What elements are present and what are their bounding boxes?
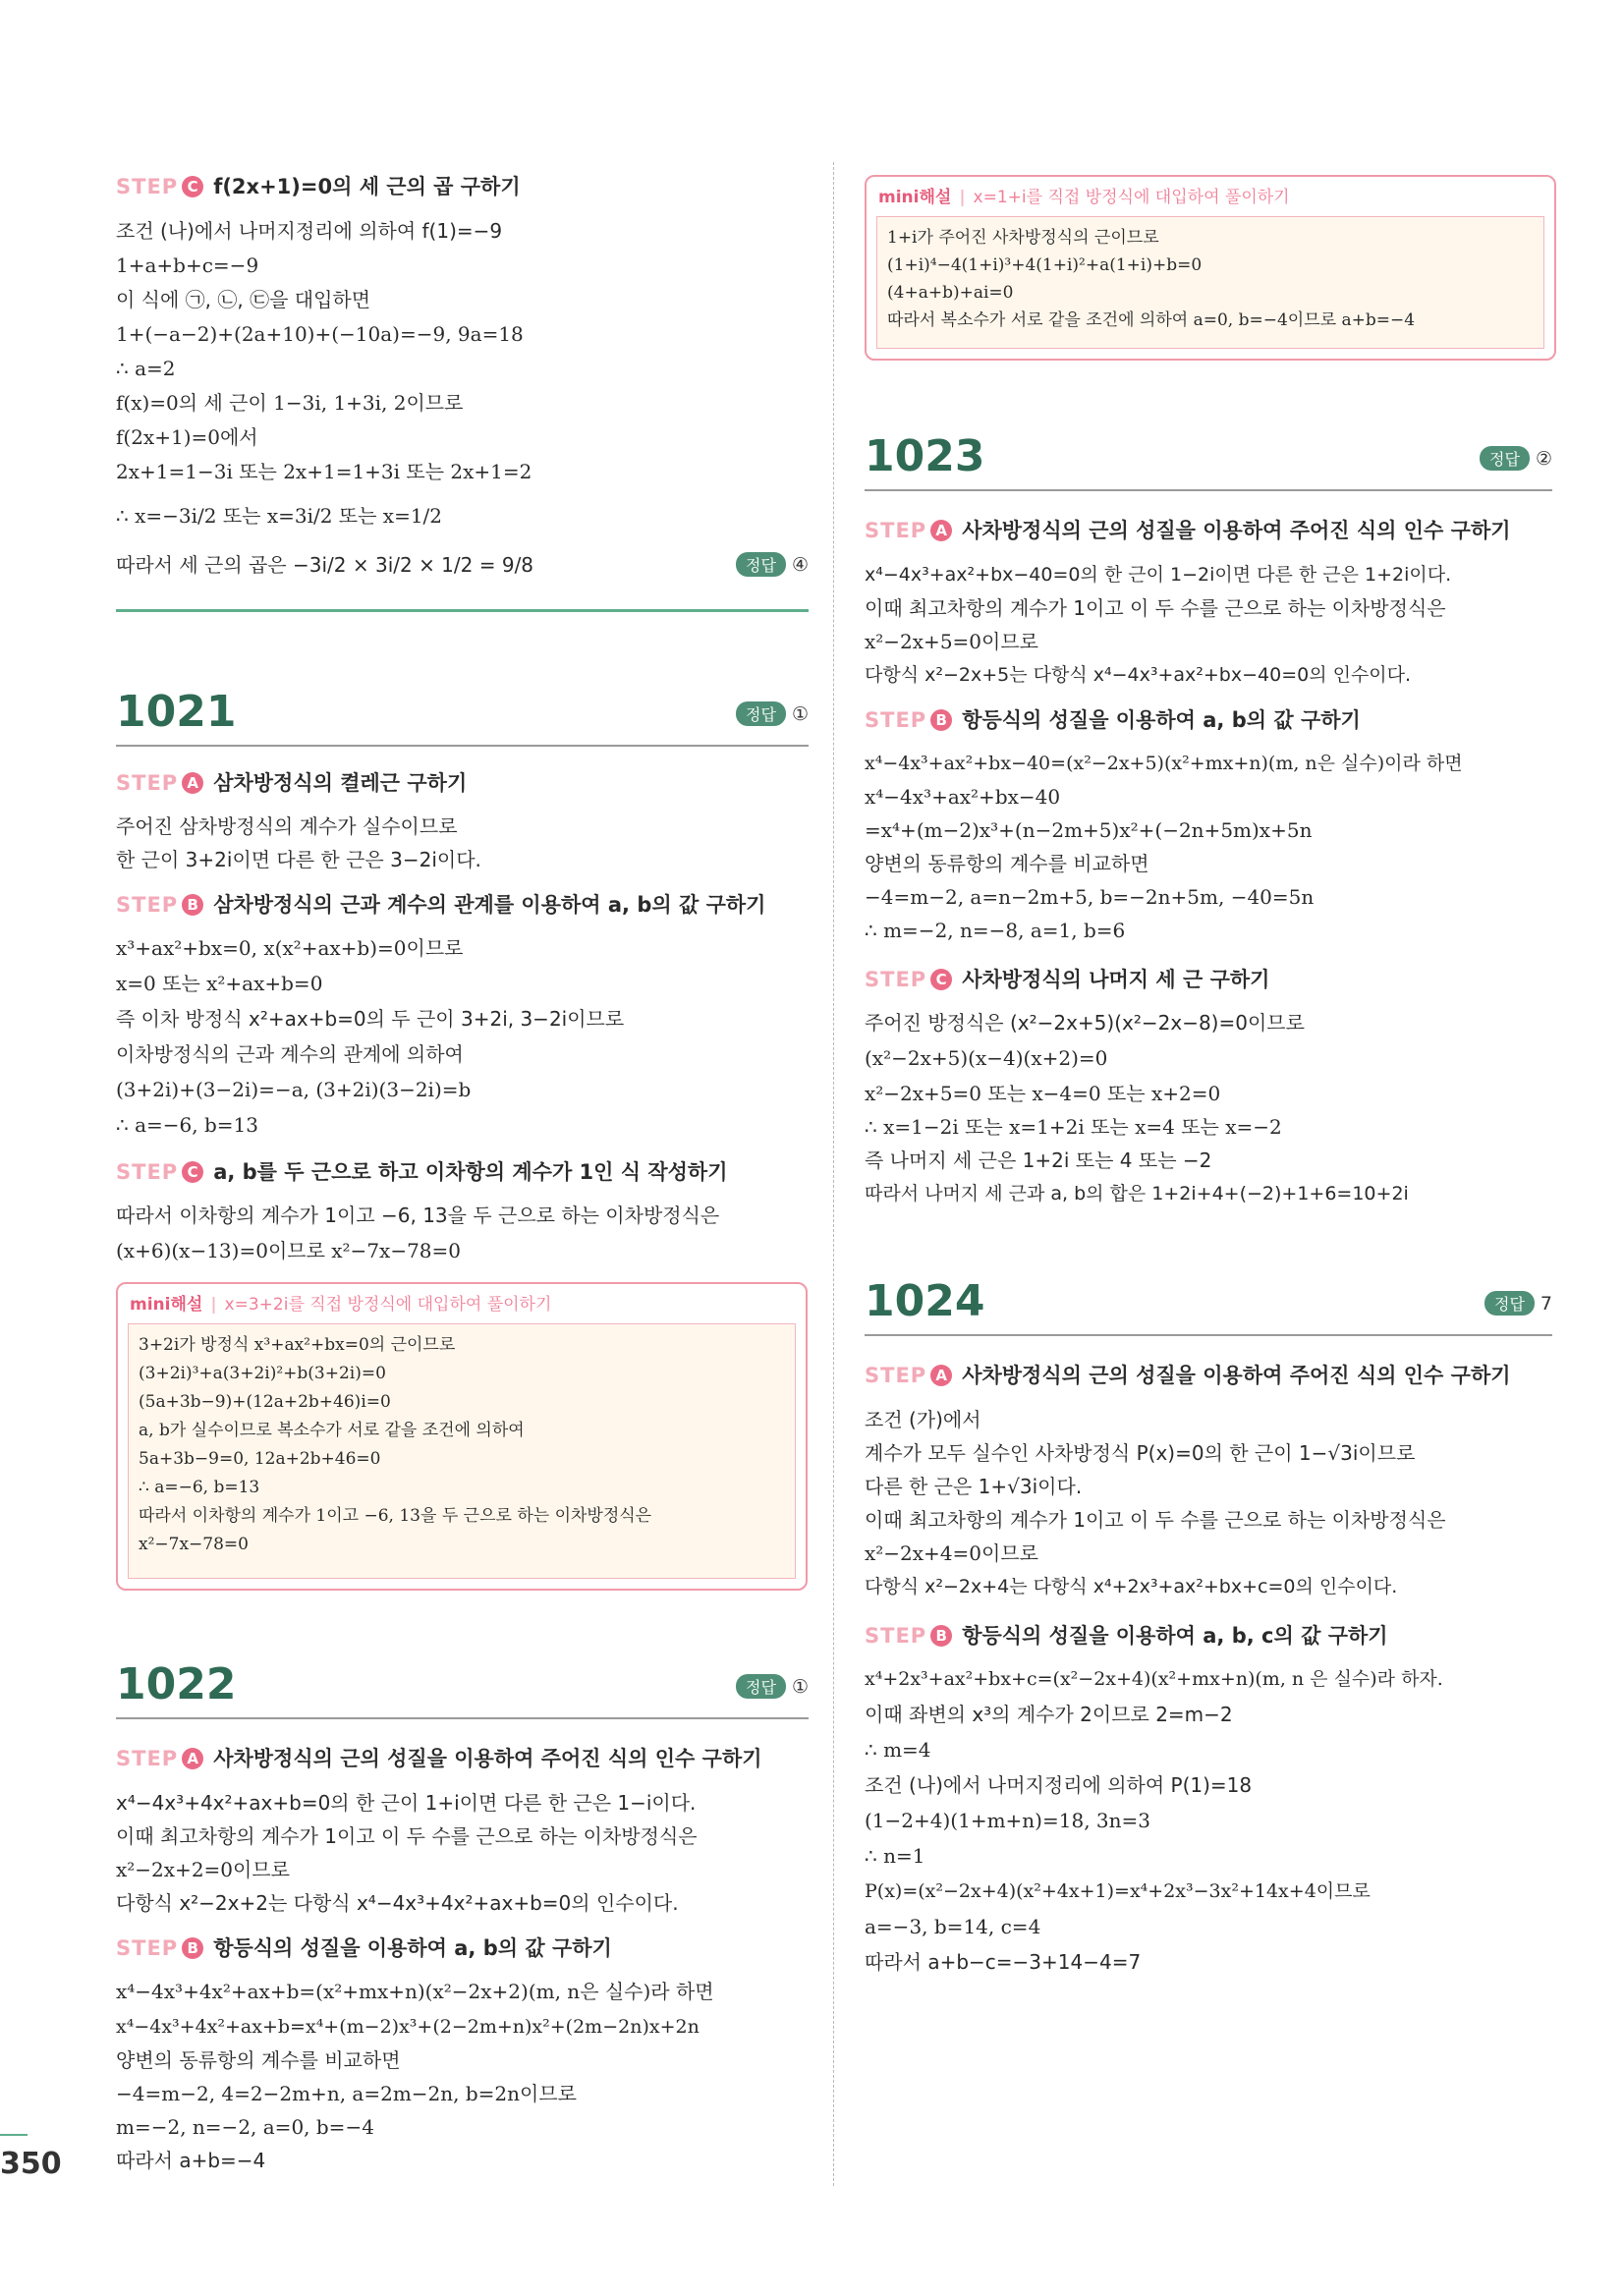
text-line: −4=m−2, 4=2−2m+n, a=2m−2n, b=2n이므로 <box>116 2082 577 2105</box>
step-title: f(2x+1)=0의 세 근의 곱 구하기 <box>213 175 521 198</box>
step-tag: STEP <box>865 968 927 991</box>
step-tag: STEP <box>116 1160 179 1184</box>
step-title: 항등식의 성질을 이용하여 a, b의 값 구하기 <box>213 1936 612 1960</box>
column-divider <box>833 162 834 2186</box>
step-b-heading <box>116 1933 612 1963</box>
mini-solution-box <box>865 175 1556 361</box>
step-tag: STEP <box>116 893 179 917</box>
mini-line: 3+2i가 방정식 x³+ax²+bx=0의 근이므로 <box>139 1335 456 1355</box>
step-letter-badge: A <box>182 1748 203 1769</box>
text-line: x⁴+2x³+ax²+bx+c=(x²−2x+4)(x²+mx+n)(m, n 은 실수)라 하자. <box>865 1668 1443 1690</box>
answer-badge <box>1480 446 1552 471</box>
text-line: 계수가 모두 실수인 사차방정식 P(x)=0의 한 근이 1−√3i이므로 <box>865 1441 1416 1465</box>
problem-rule <box>865 489 1552 491</box>
mini-title: x=3+2i를 직접 방정식에 대입하여 풀이하기 <box>224 1295 552 1315</box>
answer-value: ② <box>1535 448 1552 470</box>
text-line: ∴ x=−3i/2 또는 x=3i/2 또는 x=1/2 <box>116 504 443 528</box>
text-line: 즉 이차 방정식 x²+ax+b=0의 두 근이 3+2i, 3−2i이므로 <box>116 1007 625 1031</box>
step-letter-badge: A <box>930 1365 952 1386</box>
problem-rule <box>865 1334 1552 1336</box>
mini-line: x²−7x−78=0 <box>139 1535 249 1554</box>
step-letter-badge: B <box>182 894 203 916</box>
answer-badge <box>736 1674 809 1699</box>
step-b-heading <box>865 1621 1388 1651</box>
text-line: −4=m−2, a=n−2m+5, b=−2n+5m, −40=5n <box>865 885 1315 909</box>
mini-line: 따라서 복소수가 서로 같을 조건에 의하여 a=0, b=−4이므로 a+b=−4 <box>887 310 1416 330</box>
mini-line: 따라서 이차항의 계수가 1이고 −6, 13을 두 근으로 하는 이차방정식은 <box>139 1506 652 1526</box>
answer-value: 7 <box>1540 1293 1552 1315</box>
step-letter-badge: A <box>182 772 203 794</box>
text-line: x⁴−4x³+4x²+ax+b=0의 한 근이 1+i이면 다른 한 근은 1−i이다. <box>116 1791 697 1815</box>
text-line: ∴ x=1−2i 또는 x=1+2i 또는 x=4 또는 x=−2 <box>865 1115 1282 1139</box>
step-a-heading <box>116 1744 762 1773</box>
step-tag: STEP <box>116 1936 179 1960</box>
text-line: 주어진 방정식은 (x²−2x+5)(x²−2x−8)=0이므로 <box>865 1011 1305 1035</box>
text-line: 이때 좌변의 x³의 계수가 2이므로 2=m−2 <box>865 1703 1233 1726</box>
text-line: x⁴−4x³+ax²+bx−40=(x²−2x+5)(x²+mx+n)(m, n은 실수)이라 하면 <box>865 753 1463 774</box>
problem-number: 1023 <box>865 431 985 481</box>
answer-value: ① <box>791 1676 809 1698</box>
mini-solution-body <box>876 216 1544 349</box>
problem-rule <box>116 1717 809 1719</box>
step-title: 사차방정식의 나머지 세 근 구하기 <box>962 968 1270 991</box>
text-line: x²−2x+4=0이므로 <box>865 1541 1038 1565</box>
text-line: x=0 또는 x²+ax+b=0 <box>116 972 323 995</box>
mini-line: a, b가 실수이므로 복소수가 서로 같을 조건에 의하여 <box>139 1421 525 1440</box>
step-tag: STEP <box>116 771 179 795</box>
step-letter-badge: A <box>930 520 952 541</box>
text-line: 따라서 이차항의 계수가 1이고 −6, 13을 두 근으로 하는 이차방정식은 <box>116 1204 720 1227</box>
text-line: =x⁴+(m−2)x³+(n−2m+5)x²+(−2n+5m)x+5n <box>865 818 1313 842</box>
mini-solution-header: mini해설 | x=3+2i를 직접 방정식에 대입하여 풀이하기 <box>130 1295 552 1315</box>
mini-label: mini해설 <box>130 1295 203 1315</box>
mini-line: (4+a+b)+ai=0 <box>887 283 1014 303</box>
text-line: 2x+1=1−3i 또는 2x+1=1+3i 또는 2x+1=2 <box>116 460 532 483</box>
text-line: 다항식 x²−2x+2는 다항식 x⁴−4x³+4x²+ax+b=0의 인수이다. <box>116 1891 679 1915</box>
answer-badge <box>736 701 809 726</box>
step-tag: STEP <box>116 175 179 198</box>
step-title: 항등식의 성질을 이용하여 a, b, c의 값 구하기 <box>962 1624 1388 1648</box>
step-c-heading <box>116 172 521 201</box>
page-number-rule <box>0 2134 28 2136</box>
text-line: x⁴−4x³+ax²+bx−40 <box>865 785 1061 809</box>
text-line: 양변의 동류항의 계수를 비교하면 <box>865 852 1149 875</box>
problem-number: 1021 <box>116 687 237 737</box>
step-title: a, b를 두 근으로 하고 이차항의 계수가 1인 식 작성하기 <box>213 1160 728 1184</box>
step-title: 삼차방정식의 근과 계수의 관계를 이용하여 a, b의 값 구하기 <box>213 893 766 917</box>
answer-value: ① <box>791 703 809 725</box>
step-tag: STEP <box>116 1747 179 1770</box>
answer-label: 정답 <box>736 1674 786 1699</box>
answer-label: 정답 <box>736 552 786 577</box>
mini-line: 5a+3b−9=0, 12a+2b+46=0 <box>139 1449 381 1469</box>
step-tag: STEP <box>865 1364 927 1387</box>
text-line: 따라서 a+b−c=−3+14−4=7 <box>865 1950 1142 1974</box>
text-line: x²−2x+5=0 또는 x−4=0 또는 x+2=0 <box>865 1082 1221 1105</box>
text-line: x⁴−4x³+ax²+bx−40=0의 한 근이 1−2i이면 다른 한 근은 1+2i이다. <box>865 564 1452 586</box>
text-line: 이 식에 ㉠, ㉡, ㉢을 대입하면 <box>116 288 371 311</box>
text-line: (x+6)(x−13)=0이므로 x²−7x−78=0 <box>116 1239 462 1262</box>
text-line: 이때 최고차항의 계수가 1이고 이 두 수를 근으로 하는 이차방정식은 <box>865 1508 1446 1532</box>
text-line: 1+a+b+c=−9 <box>116 253 259 277</box>
problem-rule <box>116 745 809 747</box>
step-title: 삼차방정식의 켤레근 구하기 <box>213 771 468 795</box>
text-line: 이차방정식의 근과 계수의 관계에 의하여 <box>116 1042 464 1066</box>
text-line: x²−2x+2=0이므로 <box>116 1858 290 1881</box>
problem-number: 1022 <box>116 1659 237 1709</box>
text-line: 주어진 삼차방정식의 계수가 실수이므로 <box>116 814 458 838</box>
answer-label: 정답 <box>1480 446 1530 471</box>
text-line: 한 근이 3+2i이면 다른 한 근은 3−2i이다. <box>116 848 481 871</box>
answer-badge <box>1484 1291 1552 1316</box>
answer-value: ④ <box>791 554 809 576</box>
text-line: x⁴−4x³+4x²+ax+b=(x²+mx+n)(x²−2x+2)(m, n은 실수)라 하면 <box>116 1980 714 2003</box>
step-letter-badge: C <box>930 969 952 990</box>
text-line: 양변의 동류항의 계수를 비교하면 <box>116 2048 401 2072</box>
step-letter-badge: C <box>182 1161 203 1183</box>
text-line: ∴ n=1 <box>865 1844 925 1868</box>
step-b-heading <box>865 705 1361 735</box>
mini-line: 1+i가 주어진 사차방정식의 근이므로 <box>887 228 1159 248</box>
page-number: 350 <box>0 2147 62 2181</box>
text-line: 조건 (가)에서 <box>865 1408 981 1431</box>
text-line: (x²−2x+5)(x−4)(x+2)=0 <box>865 1046 1108 1070</box>
step-b-heading <box>116 890 765 920</box>
text-line: 따라서 세 근의 곱은 −3i/2 × 3i/2 × 1/2 = 9/8 <box>116 553 534 577</box>
mini-line: ∴ a=−6, b=13 <box>139 1478 260 1497</box>
step-letter-badge: B <box>930 709 952 731</box>
text-line: 다항식 x²−2x+5는 다항식 x⁴−4x³+ax²+bx−40=0의 인수이다. <box>865 664 1412 686</box>
text-line: P(x)=(x²−2x+4)(x²+4x+1)=x⁴+2x³−3x²+14x+4이므로 <box>865 1880 1371 1902</box>
answer-label: 정답 <box>736 701 786 726</box>
step-title: 항등식의 성질을 이용하여 a, b의 값 구하기 <box>962 708 1361 732</box>
answer-label: 정답 <box>1484 1291 1535 1316</box>
step-letter-badge: B <box>930 1625 952 1647</box>
text-line: ∴ a=2 <box>116 357 176 380</box>
text-line: ∴ a=−6, b=13 <box>116 1113 258 1137</box>
mini-solution-header: mini해설 | x=1+i를 직접 방정식에 대입하여 풀이하기 <box>878 188 1290 207</box>
step-letter-badge: B <box>182 1937 203 1959</box>
step-a-heading <box>865 516 1511 545</box>
section-rule <box>116 609 809 612</box>
step-c-heading <box>865 965 1269 994</box>
text-line: 따라서 a+b=−4 <box>116 2149 266 2172</box>
step-title: 사차방정식의 근의 성질을 이용하여 주어진 식의 인수 구하기 <box>962 1364 1511 1387</box>
mini-line: (3+2i)³+a(3+2i)²+b(3+2i)=0 <box>139 1364 386 1383</box>
text-line: m=−2, n=−2, a=0, b=−4 <box>116 2115 374 2139</box>
step-a-heading <box>116 768 467 798</box>
text-line: f(2x+1)=0에서 <box>116 425 258 449</box>
mini-line: (5a+3b−9)+(12a+2b+46)i=0 <box>139 1392 391 1412</box>
text-line: 조건 (나)에서 나머지정리에 의하여 f(1)=−9 <box>116 219 503 243</box>
mini-label: mini해설 <box>878 188 952 207</box>
text-line: 다항식 x²−2x+4는 다항식 x⁴+2x³+ax²+bx+c=0의 인수이다. <box>865 1576 1398 1597</box>
mini-solution-body <box>128 1323 796 1579</box>
text-line: 이때 최고차항의 계수가 1이고 이 두 수를 근으로 하는 이차방정식은 <box>116 1824 698 1848</box>
text-line: x²−2x+5=0이므로 <box>865 630 1038 653</box>
mini-solution-box <box>116 1282 808 1591</box>
text-line: (1−2+4)(1+m+n)=18, 3n=3 <box>865 1809 1150 1832</box>
text-line: 즉 나머지 세 근은 1+2i 또는 4 또는 −2 <box>865 1148 1212 1172</box>
text-line: 다른 한 근은 1+√3i이다. <box>865 1475 1083 1498</box>
step-title: 사차방정식의 근의 성질을 이용하여 주어진 식의 인수 구하기 <box>962 519 1511 542</box>
text-line: 이때 최고차항의 계수가 1이고 이 두 수를 근으로 하는 이차방정식은 <box>865 596 1446 620</box>
text-line: f(x)=0의 세 근이 1−3i, 1+3i, 2이므로 <box>116 391 464 415</box>
step-title: 사차방정식의 근의 성질을 이용하여 주어진 식의 인수 구하기 <box>213 1747 762 1770</box>
text-line: 1+(−a−2)+(2a+10)+(−10a)=−9, 9a=18 <box>116 322 524 346</box>
text-line: a=−3, b=14, c=4 <box>865 1915 1041 1938</box>
step-c-heading <box>116 1157 728 1187</box>
step-letter-badge: C <box>182 176 203 197</box>
text-line: x³+ax²+bx=0, x(x²+ax+b)=0이므로 <box>116 936 464 960</box>
step-tag: STEP <box>865 1624 927 1648</box>
text-line: (3+2i)+(3−2i)=−a, (3+2i)(3−2i)=b <box>116 1078 472 1101</box>
text-line: ∴ m=−2, n=−8, a=1, b=6 <box>865 919 1126 942</box>
step-tag: STEP <box>865 708 927 732</box>
problem-number: 1024 <box>865 1276 985 1326</box>
step-tag: STEP <box>865 519 927 542</box>
answer-badge <box>736 552 809 577</box>
mini-line: (1+i)⁴−4(1+i)³+4(1+i)²+a(1+i)+b=0 <box>887 255 1203 275</box>
text-line: 조건 (나)에서 나머지정리에 의하여 P(1)=18 <box>865 1773 1253 1797</box>
mini-title: x=1+i를 직접 방정식에 대입하여 풀이하기 <box>973 188 1290 207</box>
step-a-heading <box>865 1361 1511 1390</box>
text-line: x⁴−4x³+4x²+ax+b=x⁴+(m−2)x³+(2−2m+n)x²+(2m−2n)x+2n <box>116 2016 700 2038</box>
text-line: ∴ m=4 <box>865 1738 931 1762</box>
text-line: 따라서 나머지 세 근과 a, b의 합은 1+2i+4+(−2)+1+6=10+2i <box>865 1183 1409 1204</box>
